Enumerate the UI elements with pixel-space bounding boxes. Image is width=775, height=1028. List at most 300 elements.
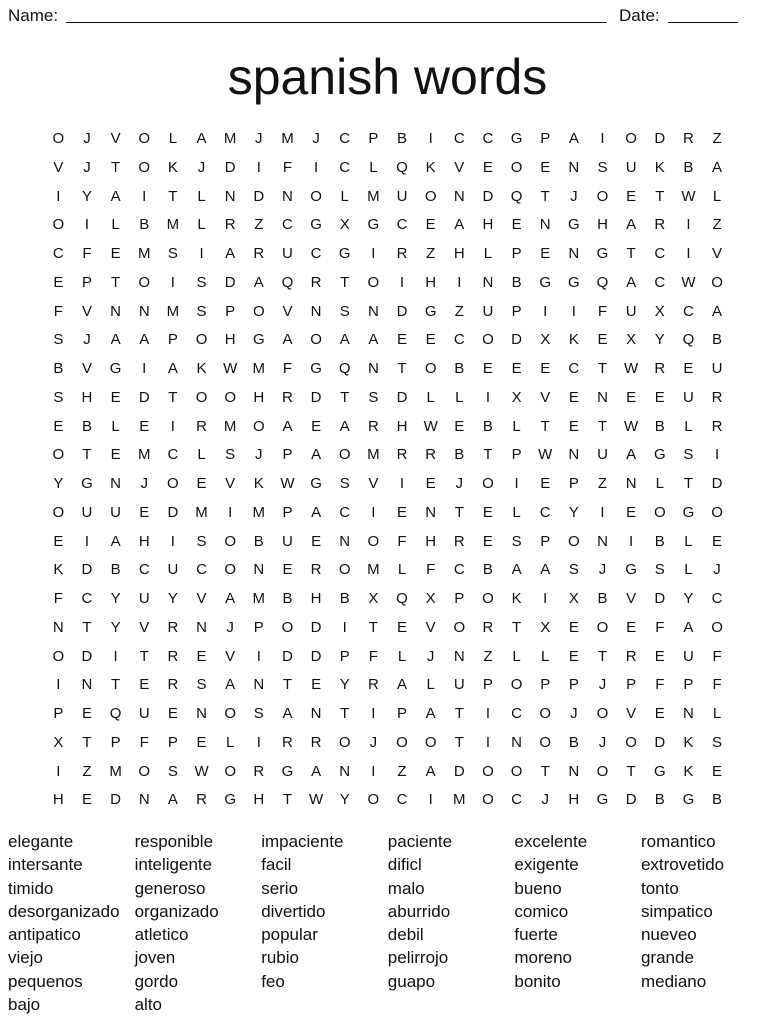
grid-letter: A: [425, 762, 436, 780]
grid-letter: K: [425, 158, 436, 176]
grid-letter: T: [82, 446, 92, 464]
grid-letter: E: [53, 417, 64, 435]
grid-letter: U: [682, 388, 694, 406]
grid-letter: E: [196, 475, 207, 492]
grid-letter: Z: [483, 647, 493, 665]
grid-letter: E: [626, 187, 637, 205]
grid-letter: B: [53, 360, 64, 377]
grid-letter: N: [482, 273, 494, 291]
grid-letter: W: [223, 360, 238, 377]
grid-letter: N: [568, 446, 580, 464]
grid-letter: J: [570, 705, 578, 722]
grid-letter: G: [653, 446, 666, 464]
grid-letter: H: [597, 216, 608, 234]
grid-letter: V: [425, 618, 436, 636]
word-list-item: comico: [514, 901, 569, 921]
grid-letter: I: [56, 762, 61, 780]
grid-letter: E: [139, 503, 150, 521]
grid-letter: S: [712, 733, 723, 751]
grid-letter: U: [138, 590, 150, 607]
grid-letter: R: [367, 417, 379, 435]
grid-letter: T: [454, 705, 464, 722]
grid-letter: V: [454, 158, 465, 176]
grid-letter: O: [367, 791, 380, 809]
grid-letter: N: [597, 532, 608, 550]
grid-letter: A: [282, 331, 293, 349]
grid-row: [44, 298, 732, 327]
grid-letter: T: [82, 618, 92, 636]
grid-row: [44, 326, 732, 355]
grid-letter: B: [253, 532, 264, 550]
grid-letter: J: [369, 733, 378, 751]
grid-letter: J: [426, 647, 435, 665]
grid-letter: D: [224, 158, 236, 176]
grid-letter: I: [399, 273, 405, 291]
grid-letter: M: [137, 446, 151, 464]
grid-letter: G: [281, 762, 294, 780]
grid-letter: O: [711, 618, 723, 636]
grid-letter: G: [539, 273, 552, 291]
grid-letter: L: [512, 417, 521, 435]
grid-letter: Y: [339, 791, 350, 809]
grid-letter: S: [167, 762, 178, 780]
grid-letter: A: [626, 273, 637, 291]
grid-letter: T: [139, 647, 149, 665]
name-label: Name:: [8, 6, 59, 25]
grid-letter: X: [339, 216, 350, 234]
grid-letter: G: [109, 360, 122, 377]
word-list-item: divertido: [261, 901, 326, 921]
word-list-item: antipatico: [8, 925, 81, 945]
grid-letter: Q: [396, 590, 408, 607]
grid-letter: K: [654, 158, 665, 176]
grid-letter: I: [543, 302, 548, 320]
grid-letter: N: [52, 618, 64, 636]
grid-letter: U: [110, 503, 122, 521]
grid-letter: W: [280, 475, 295, 492]
grid-letter: M: [223, 130, 237, 147]
grid-letter: E: [482, 158, 493, 176]
grid-letter: T: [540, 762, 550, 780]
grid-letter: A: [712, 158, 723, 176]
grid-letter: F: [139, 733, 149, 751]
grid-letter: F: [282, 158, 293, 176]
grid-letter: F: [397, 532, 407, 550]
grid-letter: M: [195, 503, 208, 521]
grid-letter: U: [396, 187, 408, 205]
grid-letter: Z: [397, 762, 407, 780]
grid-letter: R: [253, 245, 265, 262]
word-list-item: alto: [134, 995, 163, 1015]
word-list-item: inteligente: [134, 855, 213, 875]
grid-letter: G: [625, 561, 637, 579]
grid-row: [44, 470, 732, 499]
grid-letter: O: [568, 532, 580, 550]
word-list-item: facil: [261, 855, 292, 875]
grid-letter: E: [139, 417, 150, 435]
grid-letter: R: [167, 647, 179, 665]
grid-letter: L: [712, 705, 722, 722]
word-list-item: exigente: [514, 855, 579, 875]
grid-letter: K: [253, 475, 264, 492]
grid-letter: A: [568, 130, 579, 147]
grid-letter: C: [711, 590, 723, 607]
grid-letter: L: [111, 216, 120, 234]
grid-letter: D: [310, 647, 322, 665]
grid-letter: D: [167, 503, 179, 521]
grid-letter: S: [53, 388, 64, 406]
grid-letter: B: [110, 561, 121, 579]
grid-letter: Z: [597, 475, 608, 492]
word-list-item: impaciente: [261, 832, 344, 851]
grid-letter: E: [311, 532, 322, 550]
grid-letter: T: [483, 446, 493, 464]
grid-letter: D: [253, 187, 265, 205]
grid-letter: O: [52, 503, 65, 521]
grid-letter: N: [253, 676, 265, 694]
grid-letter: U: [597, 446, 608, 464]
grid-letter: C: [654, 273, 666, 291]
grid-letter: N: [138, 791, 150, 809]
grid-letter: L: [397, 647, 407, 665]
grid-letter: O: [224, 532, 236, 550]
grid-letter: T: [168, 388, 178, 406]
grid-letter: A: [139, 331, 150, 349]
grid-letter: O: [224, 561, 236, 579]
grid-letter: N: [110, 475, 122, 492]
grid-letter: N: [511, 733, 522, 751]
grid-letter: O: [52, 130, 65, 147]
grid-letter: F: [597, 302, 608, 320]
grid-letter: M: [166, 302, 180, 320]
grid-letter: O: [195, 331, 208, 349]
grid-letter: F: [655, 618, 665, 636]
grid-letter: H: [568, 791, 580, 809]
grid-row: [44, 786, 732, 815]
word-list-item: debil: [387, 925, 424, 945]
grid-letter: P: [110, 733, 121, 751]
grid-letter: O: [367, 532, 380, 550]
grid-letter: O: [625, 733, 637, 751]
grid-letter: L: [455, 388, 464, 406]
grid-letter: J: [598, 676, 607, 694]
grid-letter: C: [167, 446, 179, 464]
grid-letter: Z: [82, 762, 92, 780]
grid-letter: D: [654, 590, 666, 607]
grid-letter: T: [540, 417, 550, 435]
grid-letter: T: [397, 360, 407, 377]
grid-letter: B: [282, 590, 293, 607]
grid-letter: X: [425, 590, 436, 607]
grid-letter: V: [368, 475, 379, 492]
grid-letter: I: [142, 360, 147, 377]
grid-letter: Y: [110, 590, 121, 607]
grid-letter: A: [225, 676, 236, 694]
grid-letter: M: [367, 446, 380, 464]
grid-letter: H: [425, 532, 437, 550]
grid-letter: W: [194, 762, 209, 780]
grid-letter: I: [485, 388, 491, 406]
grid-letter: E: [568, 618, 579, 636]
grid-letter: E: [311, 417, 322, 435]
grid-letter: R: [453, 532, 465, 550]
grid-letter: G: [424, 302, 437, 320]
grid-letter: I: [56, 676, 61, 694]
grid-letter: Y: [81, 187, 92, 205]
word-list-item: malo: [387, 878, 425, 898]
grid-letter: R: [654, 360, 666, 377]
grid-letter: P: [225, 302, 236, 320]
grid-letter: I: [371, 503, 376, 521]
grid-letter: D: [282, 647, 293, 665]
grid-letter: P: [540, 130, 551, 147]
name-blank-line: [66, 22, 607, 23]
grid-letter: G: [682, 503, 695, 521]
word-list-item: dificl: [387, 855, 422, 875]
grid-row: [44, 758, 732, 787]
grid-letter: M: [367, 187, 380, 205]
grid-letter: B: [482, 561, 493, 579]
grid-letter: M: [109, 762, 122, 780]
grid-letter: A: [626, 446, 637, 464]
grid-letter: C: [453, 561, 465, 579]
grid-letter: P: [683, 676, 694, 694]
grid-letter: S: [196, 676, 207, 694]
grid-letter: L: [197, 446, 206, 464]
grid-letter: E: [654, 647, 665, 665]
grid-letter: U: [167, 561, 179, 579]
grid-letter: U: [482, 302, 494, 320]
grid-letter: O: [625, 130, 637, 147]
grid-letter: N: [110, 302, 122, 320]
grid-letter: R: [367, 676, 379, 694]
grid-letter: U: [625, 158, 637, 176]
grid-letter: Z: [254, 216, 264, 234]
grid-letter: N: [339, 532, 351, 550]
grid-letter: W: [423, 417, 438, 435]
grid-letter: T: [340, 273, 350, 291]
grid-letter: O: [424, 360, 437, 377]
word-list-item: desorganizado: [8, 901, 120, 921]
grid-letter: S: [196, 273, 207, 291]
date-label: Date:: [619, 6, 660, 25]
word-list-item: generoso: [134, 878, 206, 898]
grid-letter: L: [197, 187, 206, 205]
grid-letter: U: [682, 647, 694, 665]
grid-letter: I: [428, 791, 433, 809]
grid-letter: L: [655, 475, 664, 492]
grid-letter: F: [712, 676, 722, 694]
grid-letter: J: [226, 618, 234, 636]
grid-letter: A: [311, 446, 322, 464]
grid-letter: E: [568, 647, 579, 665]
grid-letter: J: [140, 475, 148, 492]
grid-letter: N: [253, 561, 265, 579]
grid-letter: R: [396, 446, 408, 464]
grid-letter: I: [600, 130, 605, 147]
grid-letter: U: [81, 503, 93, 521]
grid-letter: N: [138, 302, 150, 320]
grid-letter: O: [367, 273, 380, 291]
grid-letter: H: [425, 273, 437, 291]
grid-letter: V: [53, 158, 64, 176]
grid-letter: E: [626, 618, 637, 636]
grid-row: [44, 211, 732, 240]
grid-letter: T: [111, 158, 121, 176]
grid-letter: F: [282, 360, 293, 377]
grid-letter: B: [397, 130, 408, 147]
grid-letter: O: [138, 158, 151, 176]
grid-letter: M: [252, 360, 266, 377]
grid-letter: U: [282, 532, 293, 550]
grid-letter: R: [167, 618, 179, 636]
grid-letter: A: [167, 360, 178, 377]
grid-row: [44, 125, 732, 154]
word-list-item: intersante: [8, 855, 83, 875]
grid-letter: N: [224, 187, 236, 205]
grid-letter: G: [568, 216, 580, 234]
grid-letter: S: [368, 388, 379, 406]
grid-letter: F: [426, 561, 436, 579]
grid-letter: F: [368, 647, 378, 665]
grid-letter: I: [399, 475, 405, 492]
grid-letter: Q: [281, 273, 294, 291]
grid-letter: S: [225, 446, 236, 464]
grid-letter: C: [282, 216, 293, 234]
grid-letter: L: [168, 130, 178, 147]
grid-letter: I: [256, 733, 261, 751]
grid-letter: E: [540, 360, 551, 377]
grid-letter: A: [397, 676, 408, 694]
grid-letter: A: [196, 130, 207, 147]
grid-letter: O: [482, 762, 494, 780]
grid-row: [44, 441, 732, 470]
grid-letter: P: [540, 532, 551, 550]
grid-letter: V: [626, 590, 637, 607]
word-list-item: gordo: [134, 971, 179, 991]
word-list-item: viejo: [8, 948, 43, 968]
word-list-item: bonito: [514, 971, 561, 991]
grid-letter: L: [369, 158, 378, 176]
grid-letter: X: [540, 618, 551, 636]
word-list-item: excelente: [514, 832, 588, 851]
grid-letter: C: [482, 130, 494, 147]
grid-letter: W: [624, 417, 639, 435]
grid-letter: U: [711, 360, 723, 377]
grid-letter: Y: [110, 618, 121, 636]
grid-letter: H: [396, 417, 408, 435]
grid-letter: B: [654, 791, 665, 809]
grid-letter: B: [712, 331, 723, 349]
grid-letter: P: [540, 676, 551, 694]
grid-letter: E: [139, 676, 150, 694]
grid-letter: Z: [712, 216, 722, 234]
grid-letter: M: [166, 216, 180, 234]
grid-letter: C: [196, 561, 207, 579]
grid-letter: I: [428, 130, 433, 147]
grid-letter: I: [199, 245, 204, 262]
grid-letter: E: [397, 331, 408, 349]
grid-row: [44, 384, 732, 413]
grid-row: [44, 499, 732, 528]
grid-letter: E: [110, 245, 121, 262]
grid-letter: T: [597, 417, 608, 435]
grid-letter: P: [282, 446, 293, 464]
grid-letter: A: [368, 331, 379, 349]
grid-row: [44, 585, 732, 614]
grid-letter: N: [682, 705, 694, 722]
grid-letter: B: [654, 417, 665, 435]
grid-letter: I: [485, 705, 491, 722]
grid-letter: P: [339, 647, 350, 665]
grid-letter: J: [570, 187, 578, 205]
grid-letter: F: [655, 676, 665, 694]
word-list-item: paciente: [387, 832, 453, 851]
grid-row: [44, 671, 732, 700]
grid-letter: N: [453, 187, 465, 205]
grid-letter: T: [111, 676, 121, 694]
letter-grid: [44, 125, 732, 815]
grid-letter: M: [137, 245, 151, 262]
grid-letter: N: [597, 388, 608, 406]
grid-letter: Z: [426, 245, 436, 262]
grid-letter: E: [81, 705, 92, 722]
grid-letter: A: [282, 417, 293, 435]
grid-letter: X: [540, 331, 551, 349]
grid-letter: Y: [339, 676, 350, 694]
grid-letter: I: [543, 590, 548, 607]
grid-letter: R: [310, 733, 322, 751]
grid-letter: F: [82, 245, 92, 262]
grid-letter: B: [81, 417, 92, 435]
grid-letter: J: [312, 130, 320, 147]
grid-letter: G: [596, 791, 609, 809]
grid-letter: V: [81, 302, 92, 320]
grid-letter: H: [224, 331, 236, 349]
grid-letter: L: [684, 561, 693, 579]
grid-letter: G: [310, 475, 322, 492]
grid-letter: O: [252, 302, 265, 320]
grid-letter: E: [110, 388, 121, 406]
grid-letter: J: [83, 331, 91, 349]
grid-letter: V: [712, 245, 723, 262]
word-list-item: responible: [134, 832, 214, 851]
grid-letter: E: [53, 532, 64, 550]
grid-letter: J: [83, 130, 91, 147]
grid-letter: G: [252, 331, 265, 349]
grid-letter: V: [139, 618, 150, 636]
grid-letter: A: [626, 216, 637, 234]
grid-letter: H: [253, 388, 265, 406]
word-list-item: organizado: [134, 901, 219, 921]
grid-letter: I: [371, 762, 376, 780]
grid-letter: V: [110, 130, 121, 147]
grid-letter: B: [597, 590, 608, 607]
grid-row: [44, 240, 732, 269]
word-list-item: atletico: [134, 925, 189, 945]
grid-letter: R: [196, 791, 207, 809]
grid-letter: D: [511, 331, 522, 349]
grid-letter: P: [454, 590, 465, 607]
worksheet-header: [8, 6, 768, 28]
word-list-item: extrovetido: [640, 855, 725, 875]
grid-letter: K: [568, 331, 579, 349]
grid-letter: E: [712, 532, 723, 550]
grid-letter: Q: [338, 360, 351, 377]
grid-letter: J: [255, 446, 263, 464]
grid-letter: A: [540, 561, 551, 579]
grid-letter: O: [711, 273, 723, 291]
